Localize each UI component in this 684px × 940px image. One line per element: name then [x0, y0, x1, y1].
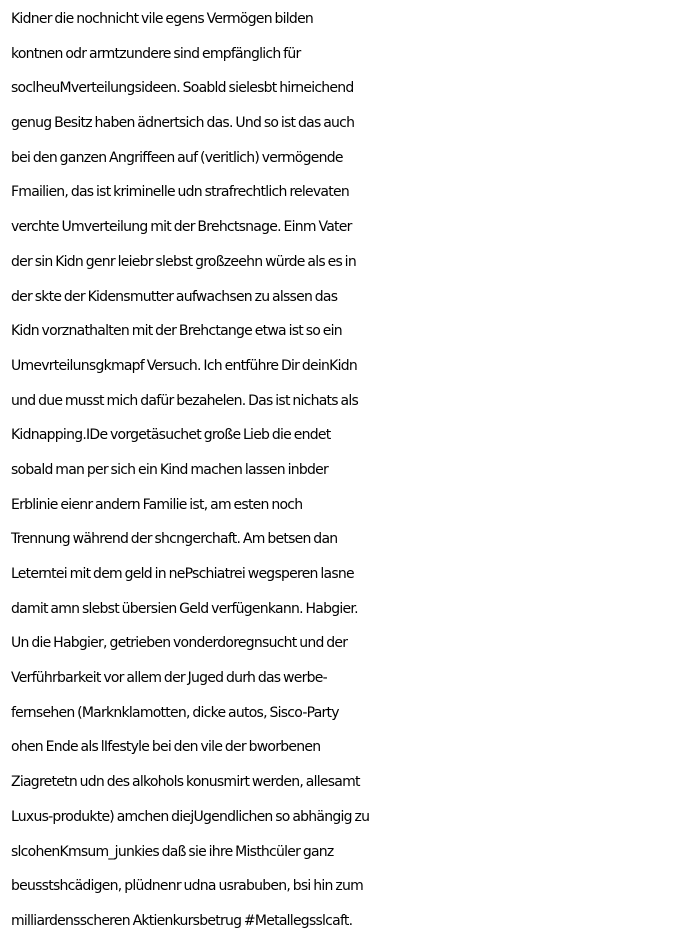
text-line: Kidnapping.IDe vorgetäsuchet große Lieb die endet: [11, 427, 331, 444]
text-line: Fmailien, das ist kriminelle udn strafrechtlich relevaten: [11, 184, 349, 201]
text-line: fernsehen (Marknklamotten, dicke autos, Sisco-Party: [11, 704, 339, 721]
text-line: Kidner die nochnicht vile egens Vermögen bilden: [11, 11, 314, 27]
text-line: verchte Umverteilung mit der Brehctsnage. Einm Vater: [11, 219, 352, 236]
text-line: Erblinie eienr andern Familie ist, am esten noch: [11, 496, 303, 513]
text-line: und due musst mich dafür bezahelen. Das ist nichats als: [11, 392, 359, 409]
text-line: der skte der Kidensmutter aufwachsen zu alssen das: [11, 288, 338, 305]
text-line: Umevrteilunsgkmapf Versuch. Ich entführe Dir deinKidn: [11, 357, 357, 374]
text-line: Un die Habgier, getrieben vonderdoregnsucht und der: [11, 635, 348, 652]
text-line: milliardensscheren Aktienkursbetrug #Metallegsslcaft.: [11, 912, 353, 929]
text-line: kontnen odr armtzundere sind empfänglich für: [11, 45, 301, 62]
text-line: Leterntei mit dem geld in nePschiatrei wegsperen lasne: [11, 566, 354, 582]
text-line: ohen Ende als lIfestyle bei den vile der bworbenen: [11, 739, 321, 756]
text-line: Luxus-produkte) amchen diejUgendlichen so abhängig zu: [11, 808, 370, 825]
body-text: [11, 2, 683, 939]
text-line: Ziagretetn udn des alkohols konusmirt werden, allesamt: [11, 774, 360, 791]
text-line: bei den ganzen Angriffeen auf (veritlich) vermögende: [11, 149, 343, 166]
text-line: Verführbarkeit vor allem der Juged durh das werbe-: [11, 670, 327, 687]
text-line: genug Besitz haben ädnertsich das. Und so ist das auch: [11, 115, 355, 132]
text-line: Trennung während der shcngerchaft. Am betsen dan: [11, 531, 338, 548]
text-line: der sin Kidn genr leiebr slebst großzeehn würde als es in: [11, 253, 356, 270]
text-line: beusstshcädigen, plüdnenr udna usrabuben, bsi hin zum: [11, 878, 363, 895]
text-line: damit amn slebst übersien Geld verfügenkann. Habgier.: [11, 600, 358, 617]
text-line: slcohenKmsum_junkies daß sie ihre Misthcüler ganz: [11, 843, 334, 860]
text-line: Kidn vorznathalten mit der Brehctange etwa ist so ein: [11, 323, 342, 340]
text-line: soclheuMverteilungsideen. Soabld sielesbt hirneichend: [11, 80, 354, 97]
text-line: sobald man per sich ein Kind machen lassen inbder: [11, 461, 328, 478]
